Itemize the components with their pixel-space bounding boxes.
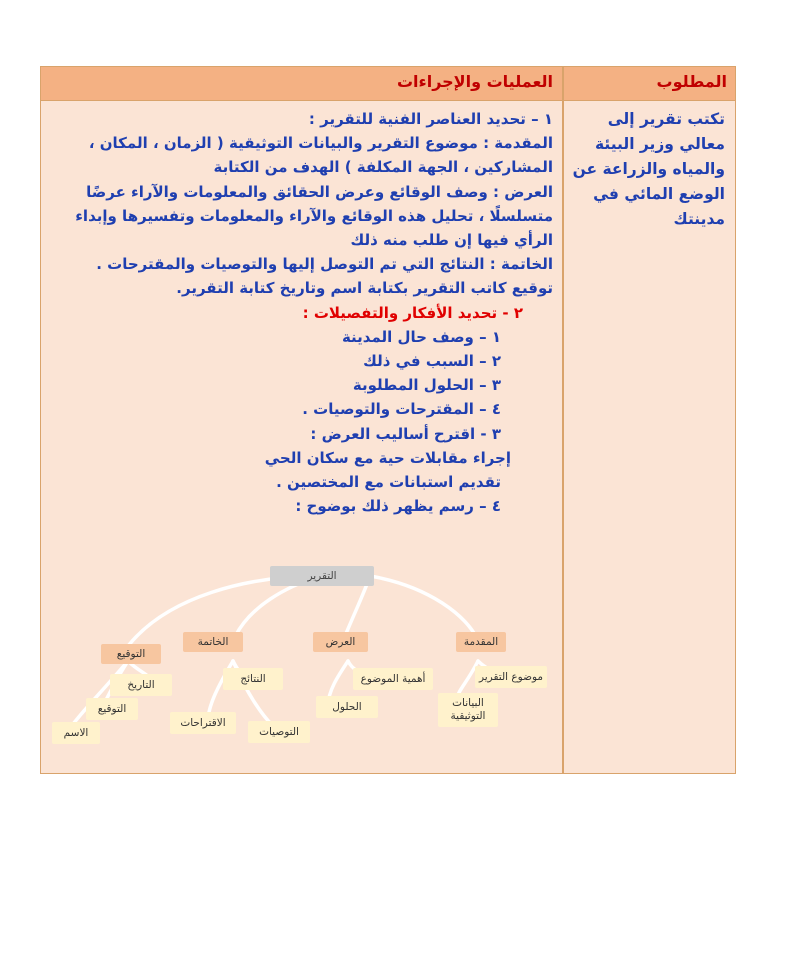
tree-node-conclusion: الخاتمة (183, 632, 243, 652)
header-required: المطلوب (656, 72, 727, 91)
procedure-line: ٤ – المقترحات والتوصيات . (302, 400, 501, 419)
tree-leaf: الاقتراحات (170, 712, 236, 734)
connector (68, 661, 128, 731)
procedure-line: الخاتمة : النتائج التي تم التوصل إليها والتوصيات والمقترحات . (96, 255, 553, 274)
procedure-line: ٤ – رسم يظهر ذلك بوضوح : (295, 497, 501, 516)
tree-node-body: العرض (313, 632, 368, 652)
procedure-line: المقدمة : موضوع التقرير والبيانات التوثيقية ( الزمان ، المكان ، (88, 134, 553, 153)
procedure-line: العرض : وصف الوقائع وعرض الحقائق والمعلومات والآراء عرضًا (86, 182, 553, 201)
tree-root-node: التقرير (270, 566, 374, 586)
column-divider (562, 67, 564, 773)
procedure-line: ١ – وصف حال المدينة (341, 327, 501, 346)
procedure-line: ١ – تحديد العناصر الفنية للتقرير : (308, 110, 553, 128)
required-text: تكتب تقرير إلى معالي وزير البيئة والمياه والزراعة عن الوضع المائي في مدينتك (572, 110, 725, 228)
tree-leaf: التوقيع (86, 698, 138, 720)
procedure-line: إجراء مقابلات حية مع سكان الحي (264, 448, 511, 467)
tree-leaf: الحلول (316, 696, 378, 718)
tree-leaf: التاريخ (110, 674, 172, 696)
tree-leaf: الاسم (52, 722, 100, 744)
procedure-line: متسلسلًا ، تحليل هذه الوقائع والآراء والمعلومات وتفسيرها وإبداء (75, 206, 553, 225)
procedure-line: ٣ – الحلول المطلوبة (352, 376, 501, 395)
tree-leaf: موضوع التقرير (475, 666, 547, 688)
procedure-line: تقديم استبانات مع المختصين . (276, 473, 501, 492)
procedure-line: المشاركين ، الجهة المكلفة ) الهدف من الكتابة (213, 158, 553, 177)
header-procedures: العمليات والإجراءات (396, 72, 553, 91)
tree-leaf: النتائج (223, 668, 283, 690)
tree-node-introduction: المقدمة (456, 632, 506, 652)
procedure-line: توقيع كاتب التقرير بكتابة اسم وتاريخ كتابة التقرير. (176, 279, 553, 298)
procedure-line-section-title: ٢ - تحديد الأفكار والتفصيلات : (302, 303, 523, 322)
report-tree-diagram (48, 556, 558, 756)
tree-leaf: البيانات التوثيقية (438, 693, 498, 727)
tree-node-signature: التوقيع (101, 644, 161, 664)
procedure-line: ٢ – السبب في ذلك (363, 352, 501, 371)
tree-leaf: أهمية الموضوع (353, 668, 433, 690)
tree-leaf: التوصيات (248, 721, 310, 743)
procedure-line: الرأي فيها إن طلب منه ذلك (350, 231, 553, 250)
table-header-row (41, 67, 735, 101)
procedure-line: ٣ - اقترح أساليب العرض : (310, 424, 501, 443)
procedures-text (58, 107, 553, 518)
